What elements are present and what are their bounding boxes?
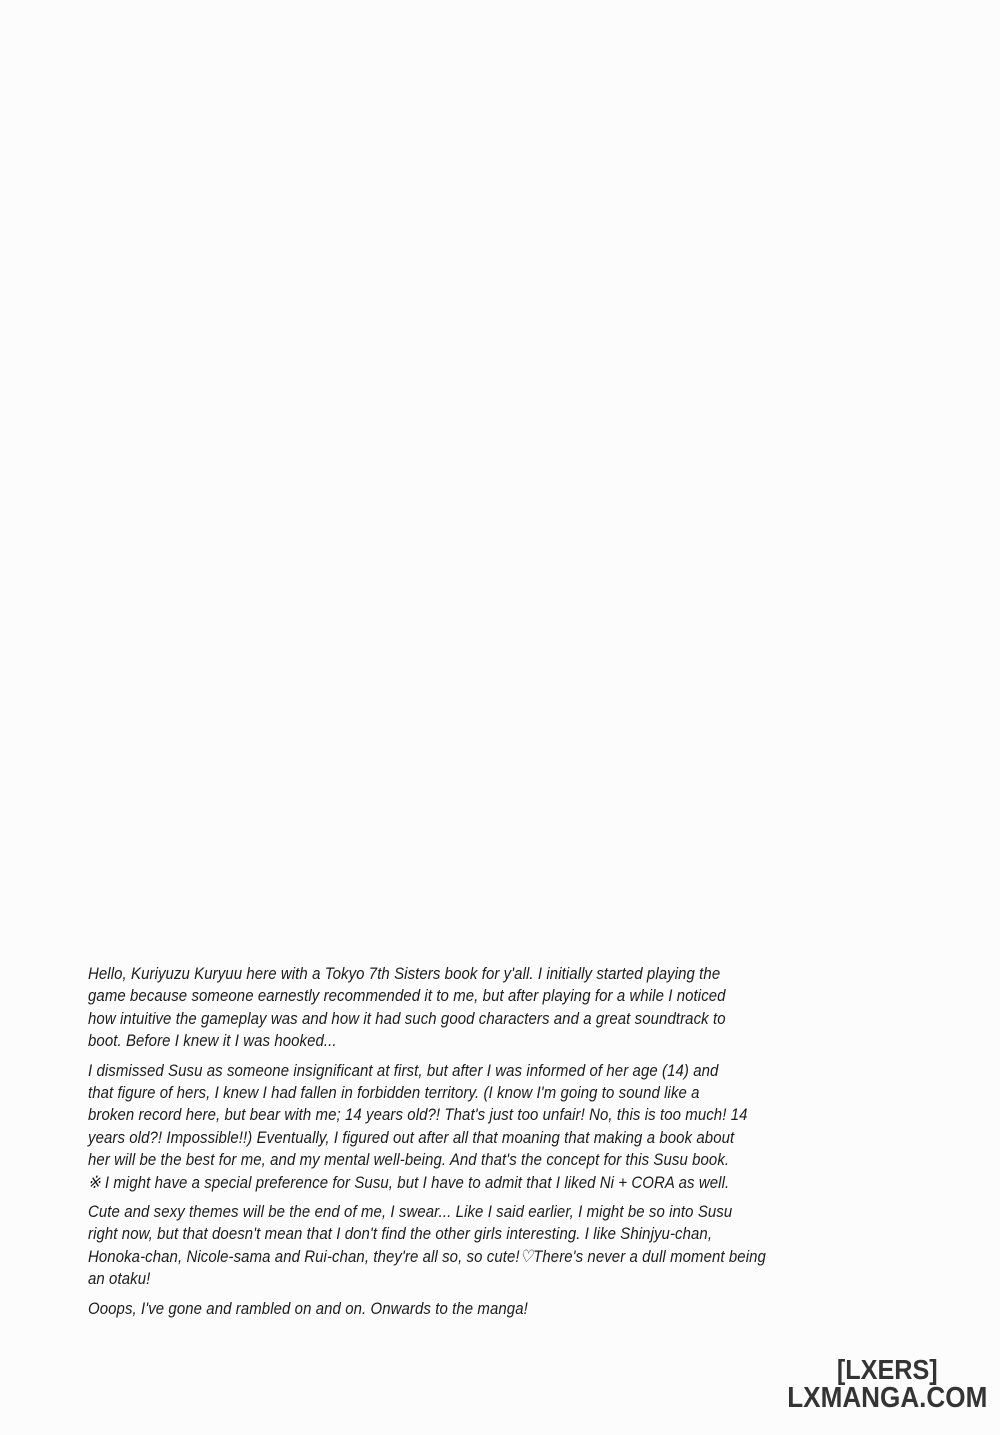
text-line: boot. Before I knew it I was hooked... <box>88 1031 337 1051</box>
afterword-paragraph-susu <box>88 1060 803 1194</box>
text-line: years old?! Impossible!!) Eventually, I figured out after all that moaning that making a book about <box>88 1127 735 1147</box>
text-line: right now, but that doesn't mean that I don't find the other girls interesting. I like Shinjyu-chan, <box>88 1224 713 1244</box>
text-line: Cute and sexy themes will be the end of me, I swear... Like I said earlier, I might be so into Susu <box>88 1202 733 1222</box>
afterword-paragraph-closing <box>88 1298 803 1320</box>
text-line: I dismissed Susu as someone insignificant at first, but after I was informed of her age (14) and <box>88 1060 719 1080</box>
text-line: Ooops, I've gone and rambled on and on. Onwards to the manga! <box>88 1298 528 1318</box>
text-line: that figure of hers, I knew I had fallen in forbidden territory. (I know I'm going to sound like a <box>88 1083 700 1103</box>
afterword-paragraph-other-girls <box>88 1201 803 1291</box>
afterword-text-block <box>88 963 803 1327</box>
watermark-group-tag: [LXERS] <box>836 1354 938 1385</box>
text-line: ※ I might have a special preference for Susu, but I have to admit that I liked Ni + CORA as well. <box>88 1172 730 1192</box>
text-line: her will be the best for me, and my mental well-being. And that's the concept for this Susu book. <box>88 1150 730 1170</box>
text-line: Hello, Kuriyuzu Kuryuu here with a Tokyo 7th Sisters book for y'all. I initially started playing the <box>88 964 721 983</box>
watermark-site-name: LXMANGA.COM <box>786 1382 987 1414</box>
text-line: game because someone earnestly recommended it to me, but after playing for a while I noticed <box>88 986 726 1006</box>
text-line: how intuitive the gameplay was and how it had such good characters and a great soundtrack to <box>88 1008 726 1028</box>
afterword-paragraph-intro <box>88 963 803 1053</box>
text-line: Honoka-chan, Nicole-sama and Rui-chan, they're all so, so cute!♡There's never a dull moment being <box>88 1246 766 1266</box>
text-line: an otaku! <box>88 1269 151 1289</box>
site-watermark <box>787 1356 987 1412</box>
text-line: broken record here, but bear with me; 14 years old?! That's just too unfair! No, this is too much! 14 <box>88 1105 748 1125</box>
